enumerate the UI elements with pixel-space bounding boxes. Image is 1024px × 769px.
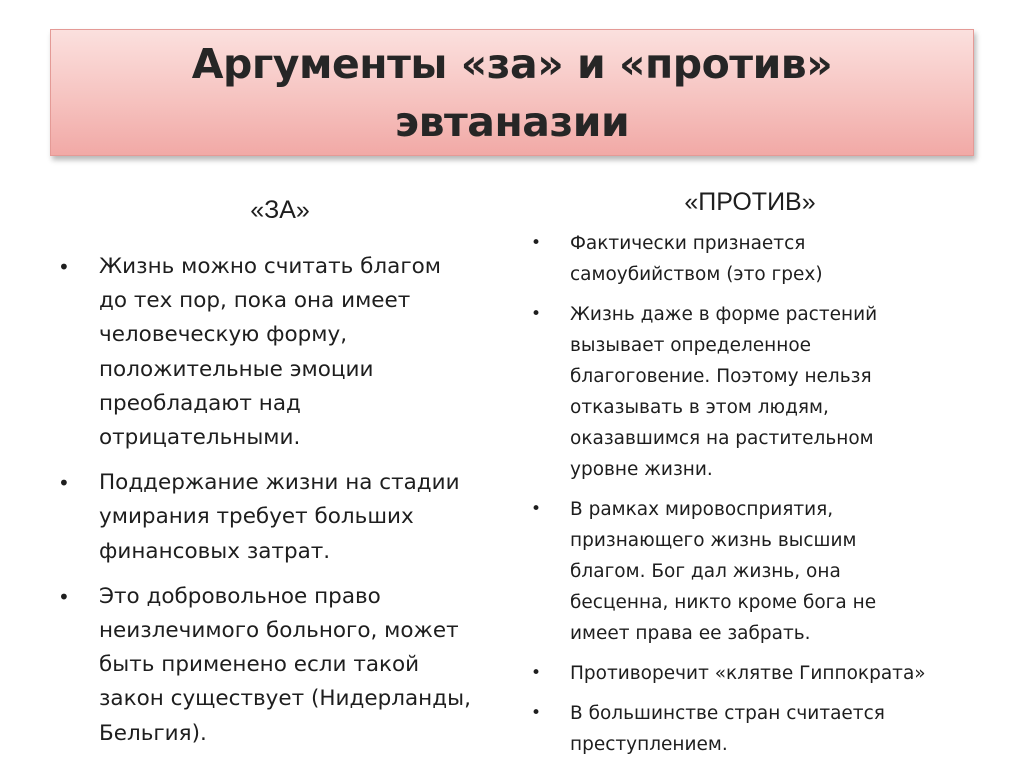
bullet-icon: • bbox=[531, 233, 542, 253]
argument-text-line: положительные эмоции bbox=[99, 356, 374, 382]
pro-argument-2 bbox=[58, 466, 508, 569]
con-list bbox=[531, 228, 1001, 769]
argument-text-line: умирания требует больших bbox=[99, 504, 414, 530]
pro-argument-1 bbox=[58, 250, 508, 455]
argument-text-line: отрицательными. bbox=[99, 425, 301, 451]
con-argument-2 bbox=[531, 299, 1001, 485]
con-argument-1 bbox=[531, 228, 1001, 290]
argument-text-line: благом. Бог дал жизнь, она bbox=[570, 561, 841, 582]
argument-text-line: преступлением. bbox=[570, 734, 728, 755]
argument-text-line: уровне жизни. bbox=[570, 459, 713, 480]
argument-text-line: закон существует (Нидерланды, bbox=[99, 686, 471, 712]
argument-text-line: Бельгия). bbox=[99, 720, 207, 746]
argument-text-line: признающего жизнь высшим bbox=[570, 530, 857, 551]
con-heading: «ПРОТИВ» bbox=[684, 188, 816, 216]
argument-text-line: Поддержание жизни на стадии bbox=[99, 470, 460, 496]
argument-text-line: финансовых затрат. bbox=[99, 538, 331, 564]
argument-text-line: Жизнь даже в форме растений bbox=[570, 304, 878, 325]
title-banner bbox=[50, 29, 974, 156]
bullet-icon: • bbox=[531, 663, 542, 683]
argument-text-line: имеет права ее забрать. bbox=[570, 623, 811, 644]
con-argument-5 bbox=[531, 698, 1001, 760]
bullet-icon: • bbox=[58, 255, 70, 279]
argument-text-line: В большинстве стран считается bbox=[570, 703, 885, 724]
page-title bbox=[192, 35, 832, 151]
argument-text-line: Фактически признается bbox=[570, 233, 806, 254]
argument-text-line: быть применено если такой bbox=[99, 652, 420, 678]
argument-text-line: Противоречит «клятве Гиппократа» bbox=[570, 663, 926, 684]
argument-text-line: неизлечимого больного, может bbox=[99, 618, 459, 644]
con-argument-3 bbox=[531, 494, 1001, 649]
argument-text-line: вызывает определенное bbox=[570, 335, 812, 356]
argument-text-line: Жизнь можно считать благом bbox=[99, 254, 441, 279]
argument-text-line: самоубийством (это грех) bbox=[570, 264, 823, 285]
title-line-1: Аргументы «за» и «против» bbox=[191, 39, 833, 88]
argument-text-line: человеческую форму, bbox=[99, 322, 348, 348]
con-argument-4 bbox=[531, 658, 1001, 689]
bullet-icon: • bbox=[58, 584, 70, 609]
argument-text-line: В рамках мировосприятия, bbox=[570, 499, 834, 520]
argument-text-line: Это добровольное право bbox=[99, 583, 381, 609]
argument-text-line: оказавшимся на растительном bbox=[570, 428, 874, 449]
argument-text-line: бесценна, никто кроме бога не bbox=[570, 592, 877, 613]
pro-list bbox=[58, 250, 508, 762]
title-line-2: эвтаназии bbox=[394, 97, 630, 146]
bullet-icon: • bbox=[58, 471, 70, 496]
pro-heading: «ЗА» bbox=[250, 196, 310, 224]
argument-text-line: отказывать в этом людям, bbox=[570, 397, 829, 418]
argument-text-line: преобладают над bbox=[99, 390, 301, 416]
argument-text-line: до тех пор, пока она имеет bbox=[99, 288, 411, 314]
bullet-icon: • bbox=[531, 499, 542, 519]
bullet-icon: • bbox=[531, 304, 542, 324]
pro-argument-3 bbox=[58, 580, 508, 751]
argument-text-line: благоговение. Поэтому нельзя bbox=[570, 366, 872, 387]
bullet-icon: • bbox=[531, 703, 542, 723]
